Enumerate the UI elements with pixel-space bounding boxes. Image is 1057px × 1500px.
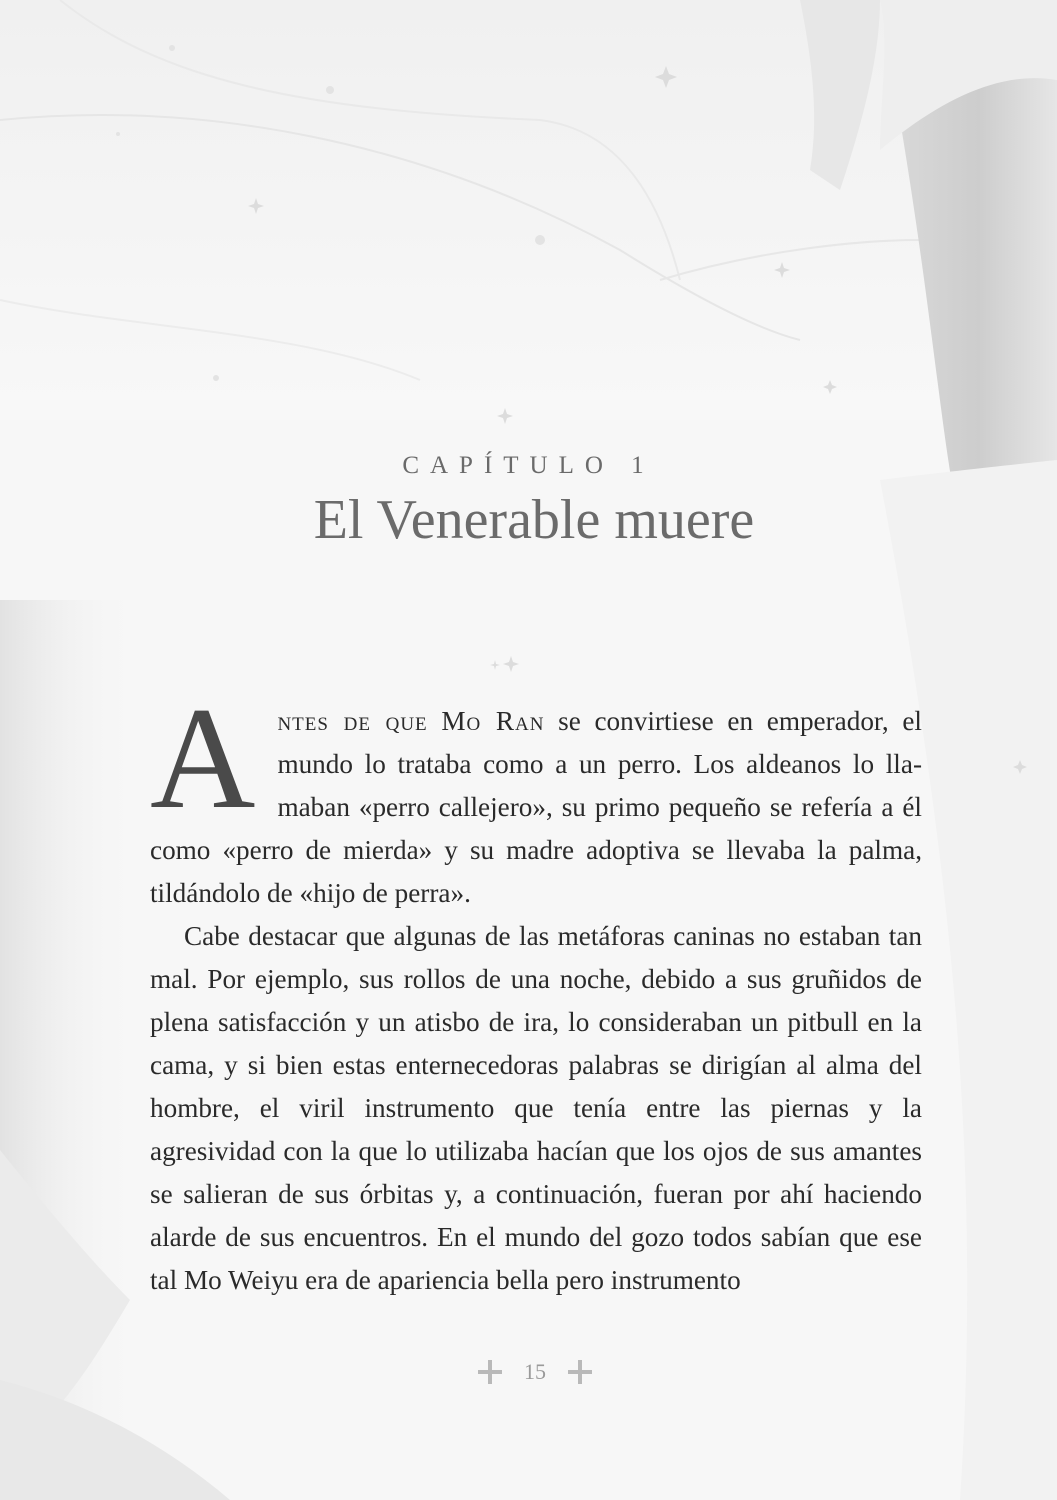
page-number: 15	[524, 1359, 546, 1384]
plus-ornament-icon	[568, 1360, 592, 1384]
plus-ornament-icon	[478, 1360, 502, 1384]
drop-cap: A	[150, 677, 256, 839]
character-name: Mo Ran	[441, 706, 545, 736]
paragraph-1-text: se convirtiese en emperador, el mundo lo trataba como a un perro. Los aldeanos lo llamaban «perro callejero», su primo pequeño se refería a él como «perro de mierda» y su madre adoptiva se llevaba la palma, tildándolo de «hijo de perra».	[150, 706, 922, 908]
chapter-title: El Venerable muere	[313, 489, 755, 551]
opening-smallcaps: ntes de que	[277, 706, 428, 736]
paragraph-1	[150, 677, 922, 915]
chapter-label: CAPÍTULO 1	[402, 452, 655, 479]
body-text	[150, 677, 922, 1302]
paragraph-2: Cabe destacar que algunas de las metáforas caninas no estaban tan mal. Por ejemplo, sus rollos de una noche, debido a sus gruñidos de plena satisfacción y un atisbo de ira, lo consideraban un pitbull en la cama, y si bien estas enternecedoras palabras se dirigían al alma del hombre, el viril instrumento que tenía entre las piernas y la agresividad con la que lo utilizaba hacían que los ojos de sus amantes se salieran de sus órbitas y, a continuación, fueran por ahí haciendo alarde de sus encuentros. En el mundo del gozo todos sabían que ese tal Mo Weiyu era de apariencia bella pero instrumento	[150, 921, 922, 1295]
page-footer	[478, 1356, 592, 1388]
